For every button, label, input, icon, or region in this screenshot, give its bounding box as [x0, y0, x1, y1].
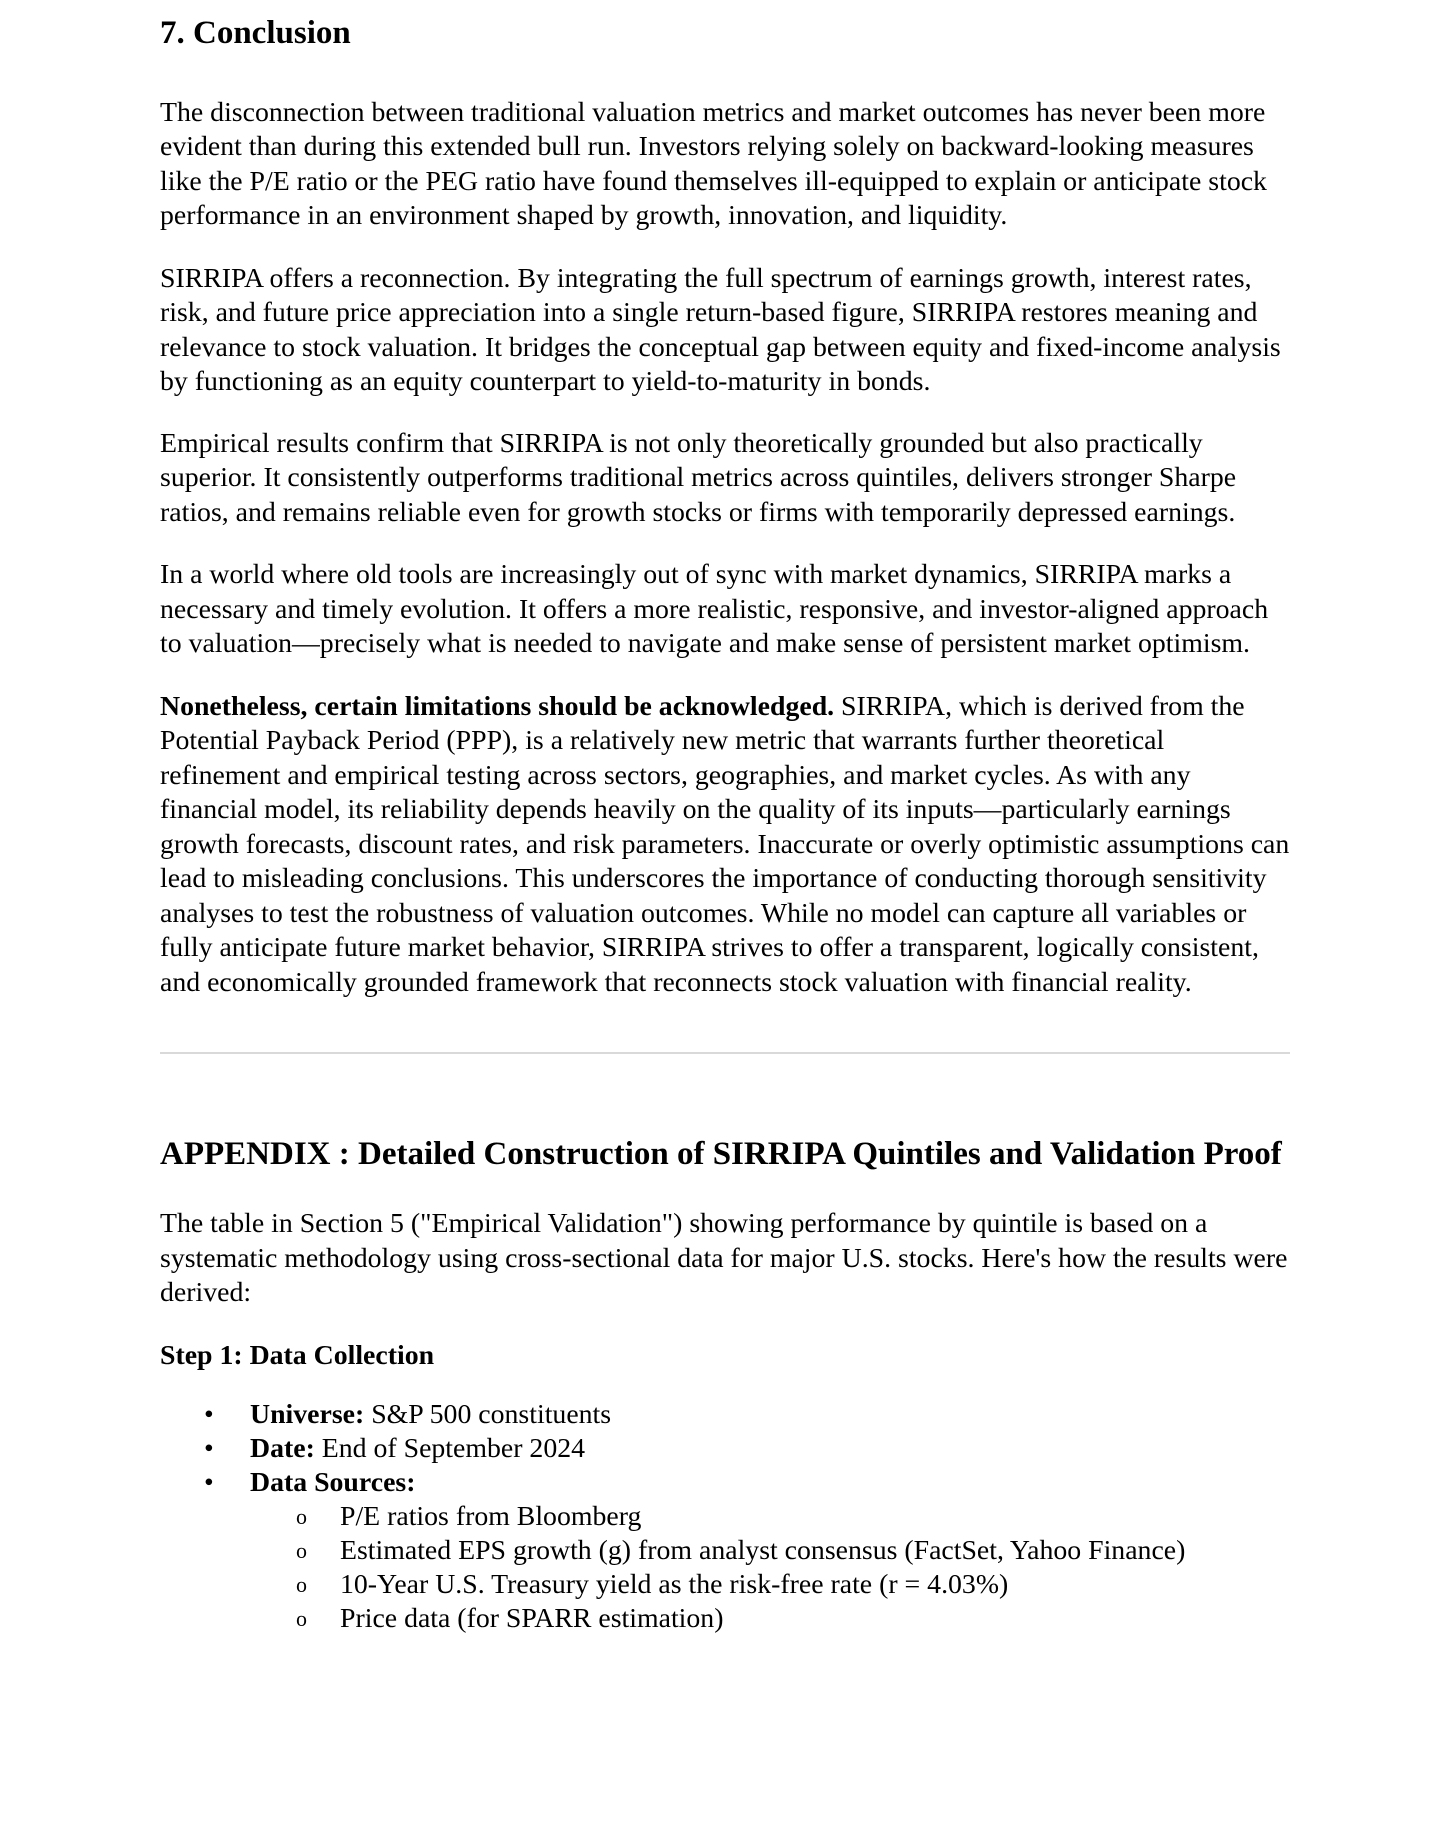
limitations-text: SIRRIPA, which is derived from the Potential Payback Period (PPP), is a relatively new metric that warrants further theoretical refinement and empirical testing across sectors, geographies, and market cycles. As with any financial model, its reliability depends heavily on the quality of its inputs—particularly earnings growth forecasts, discount rates, and risk parameters. Inaccurate or overly optimistic assumptions can lead to misleading conclusions. This underscores the importance of conducting thorough sensitivity analyses to test the robustness of valuation outcomes. While no model can capture all variables or fully anticipate future market behavior, SIRRIPA strives to offer a transparent, logically consistent, and economically grounded framework that reconnects stock valuation with financial reality. [160, 690, 1290, 998]
source-text: 10-Year U.S. Treasury yield as the risk-free rate (r = 4.03%) [340, 1568, 1009, 1600]
conclusion-paragraph-4: In a world where old tools are increasingly out of sync with market dynamics, SIRRIPA marks a necessary and timely evolution. It offers a more realistic, responsive, and investor-aligned approach to valuation—precisely what is needed to navigate and make sense of persistent market optimism. [160, 559, 1269, 660]
list-item [160, 1432, 1290, 1466]
list-item [160, 1500, 1290, 1534]
sub-bullet-icon: o [296, 1537, 307, 1563]
item-value: End of September 2024 [314, 1432, 586, 1464]
list-item [160, 1466, 1290, 1500]
sub-bullet-icon: o [296, 1503, 307, 1529]
limitations-paragraph [160, 690, 1290, 1001]
sub-bullet-icon: o [296, 1605, 307, 1631]
list-item [160, 1602, 1290, 1636]
list-item [160, 1534, 1290, 1568]
item-label: Date: [250, 1432, 315, 1464]
section-divider [160, 1052, 1290, 1054]
sub-bullet-icon: o [296, 1571, 307, 1597]
item-value: S&P 500 constituents [364, 1398, 612, 1430]
item-label: Universe: [250, 1398, 365, 1430]
item-label: Data Sources: [250, 1466, 416, 1498]
conclusion-paragraph-1: The disconnection between traditional valuation metrics and market outcomes has never been more evident than during this extended bull run. Investors relying solely on backward-looking measures like the P/E ratio or the PEG ratio have found themselves ill-equipped to explain or anticipate stock performance in an environment shaped by growth, innovation, and liquidity. [160, 96, 1267, 232]
appendix-intro: The table in Section 5 ("Empirical Validation") showing performance by quintile is based on a systematic methodology using cross-sectional data for major U.S. stocks. Here's how the results were derived: [160, 1208, 1288, 1309]
bullet-icon: • [204, 1466, 214, 1498]
step-1-title: Step 1: Data Collection [160, 1339, 435, 1371]
bullet-icon: • [204, 1432, 214, 1464]
data-collection-list [160, 1398, 1290, 1500]
limitations-lead: Nonetheless, certain limitations should be acknowledged. [160, 690, 835, 722]
appendix-title: APPENDIX : Detailed Construction of SIRRIPA Quintiles and Validation Proof [160, 1136, 1282, 1173]
document-page [160, 0, 1290, 1636]
list-item [160, 1398, 1290, 1432]
list-item [160, 1568, 1290, 1602]
data-sources-list [160, 1500, 1290, 1636]
source-text: Price data (for SPARR estimation) [340, 1602, 724, 1634]
bullet-icon: • [204, 1398, 214, 1430]
source-text: P/E ratios from Bloomberg [340, 1500, 642, 1532]
source-text: Estimated EPS growth (g) from analyst consensus (FactSet, Yahoo Finance) [340, 1534, 1186, 1566]
section-title: 7. Conclusion [160, 15, 351, 51]
conclusion-paragraph-3: Empirical results confirm that SIRRIPA is not only theoretically grounded but also practically superior. It consistently outperforms traditional metrics across quintiles, delivers stronger Sharpe ratios, and remains reliable even for growth stocks or firms with temporarily depressed earnings. [160, 427, 1237, 528]
conclusion-paragraph-2: SIRRIPA offers a reconnection. By integrating the full spectrum of earnings growth, interest rates, risk, and future price appreciation into a single return-based figure, SIRRIPA restores meaning and relevance to stock valuation. It bridges the conceptual gap between equity and fixed-income analysis by functioning as an equity counterpart to yield-to-maturity in bonds. [160, 262, 1281, 398]
